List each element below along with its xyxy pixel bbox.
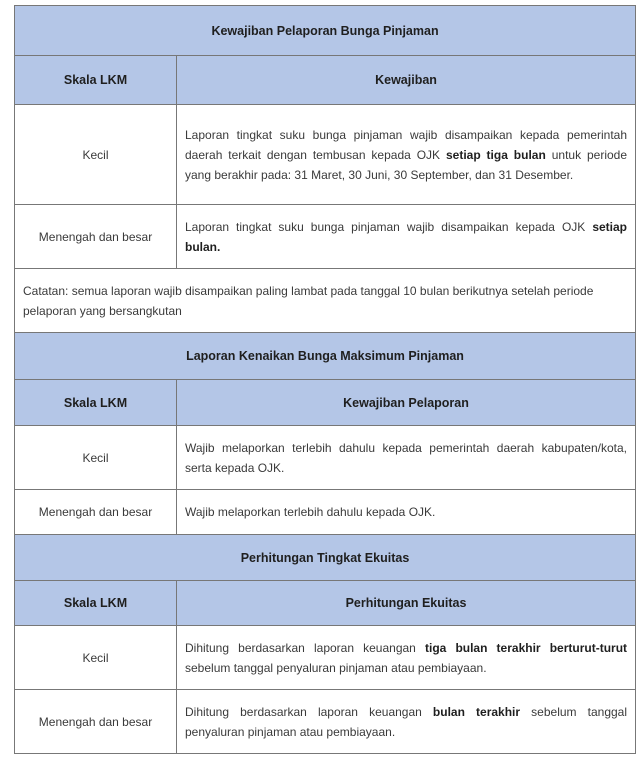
calc-emphasis: bulan terakhir <box>432 704 521 719</box>
duty-cell: Wajib melaporkan terlebih dahulu kepada pemerintah daerah kabupaten/kota, serta kepada OJK. <box>177 426 636 490</box>
calc-emphasis: tiga bulan terakhir berturut-turut <box>424 640 628 655</box>
scale-cell: Kecil <box>15 426 177 490</box>
table-row <box>15 205 636 269</box>
note-text: Catatan: semua laporan wajib disampaikan paling lambat pada tanggal 10 bulan berikutnya setelah periode pelaporan yang bersangkutan <box>15 269 636 333</box>
duty-cell <box>177 205 636 269</box>
scale-cell: Menengah dan besar <box>15 490 177 535</box>
calc-text: Dihitung berdasarkan laporan keuangan <box>185 640 425 655</box>
column-header-duty: Kewajiban <box>177 56 636 105</box>
table-row <box>15 490 636 535</box>
duty-emphasis: setiap tiga bulan <box>445 147 546 162</box>
section3-title: Perhitungan Tingkat Ekuitas <box>15 535 636 581</box>
calc-cell <box>177 690 636 754</box>
column-header-scale: Skala LKM <box>15 581 177 626</box>
scale-cell: Kecil <box>15 626 177 690</box>
lkm-reporting-table <box>14 5 636 754</box>
column-header-duty: Kewajiban Pelaporan <box>177 380 636 426</box>
calc-text: sebelum tanggal penyaluran pinjaman atau pembiayaan. <box>185 660 487 675</box>
section2-title: Laporan Kenaikan Bunga Maksimum Pinjaman <box>15 333 636 380</box>
table-row <box>15 105 636 205</box>
table-row <box>15 626 636 690</box>
table-header-row <box>15 380 636 426</box>
duty-cell: Wajib melaporkan terlebih dahulu kepada OJK. <box>177 490 636 535</box>
calc-text: sebelum tanggal penyaluran pinjaman atau pembiayaan. <box>185 704 628 739</box>
scale-cell: Kecil <box>15 105 177 205</box>
section1-title: Kewajiban Pelaporan Bunga Pinjaman <box>15 6 636 56</box>
table-row <box>15 426 636 490</box>
duty-text: Laporan tingkat suku bunga pinjaman wajib disampaikan kepada pemerintah daerah terkait dengan tembusan kepada OJK <box>185 127 628 162</box>
column-header-calc: Perhitungan Ekuitas <box>177 581 636 626</box>
table-header-row <box>15 56 636 105</box>
section-title-row <box>15 535 636 581</box>
duty-cell <box>177 105 636 205</box>
section-title-row <box>15 6 636 56</box>
duty-text: untuk periode yang berakhir pada: 31 Maret, 30 Juni, 30 September, dan 31 Desember. <box>185 147 628 182</box>
scale-cell: Menengah dan besar <box>15 690 177 754</box>
section-title-row <box>15 333 636 380</box>
duty-text: Laporan tingkat suku bunga pinjaman wajib disampaikan kepada OJK <box>185 219 593 234</box>
scale-cell: Menengah dan besar <box>15 205 177 269</box>
column-header-scale: Skala LKM <box>15 380 177 426</box>
calc-cell <box>177 626 636 690</box>
note-row <box>15 269 636 333</box>
table-header-row <box>15 581 636 626</box>
column-header-scale: Skala LKM <box>15 56 177 105</box>
calc-text: Dihitung berdasarkan laporan keuangan <box>185 704 433 719</box>
lkm-reporting-document <box>14 5 635 754</box>
table-row <box>15 690 636 754</box>
duty-emphasis: setiap bulan. <box>185 219 628 254</box>
